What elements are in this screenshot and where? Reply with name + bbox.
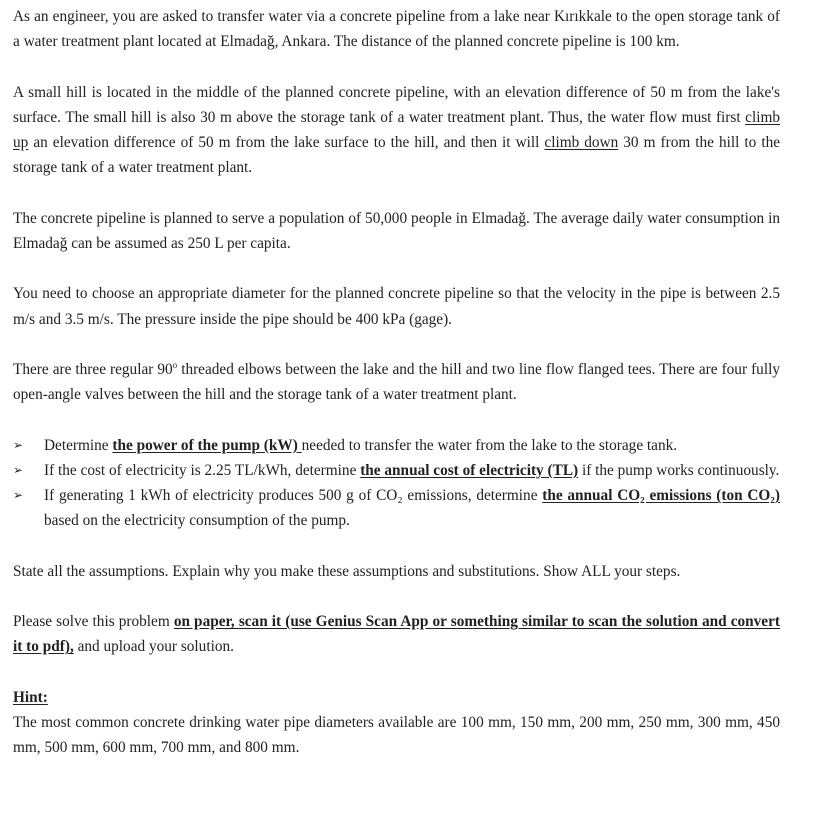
hill-text-a: A small hill is located in the middle of the planned concrete pipeline, with an elevation difference of 50 m from the lake's surface. The small hill is also 30 m above the storage tank of a water treatment plant. Thus, the water flow must first xyxy=(13,83,780,126)
assumptions-paragraph: State all the assumptions. Explain why you make these assumptions and substitutions. Show ALL your steps. xyxy=(13,562,681,580)
task-list xyxy=(13,433,780,534)
task-text: based on the electricity consumption of the pump. xyxy=(44,512,350,530)
hint-paragraph: The most common concrete drinking water pipe diameters available are 100 mm, 150 mm, 200 mm, 250 mm, 300 mm, 450 mm, 500 mm, 600 mm, 700 mm, and 800 mm. xyxy=(13,713,780,757)
submission-text-b: and upload your solution. xyxy=(73,638,234,656)
hint-heading xyxy=(13,685,780,710)
arrow-bullet-icon: ➢ xyxy=(13,462,24,477)
task-item-pump-power xyxy=(13,433,780,458)
task-emphasis: the power of the pump (kW) xyxy=(112,436,302,454)
fittings-text-a: There are three regular 90 xyxy=(13,360,173,378)
fittings-paragraph xyxy=(13,357,780,408)
hill-text-b: an elevation difference of 50 m from the lake surface to the hill, and then it will xyxy=(28,134,545,152)
velocity-paragraph: You need to choose an appropriate diameter for the planned concrete pipeline so that the velocity in the pipe is between 2.5 m/s and 3.5 m/s. The pressure inside the pipe should be 400 kPa (gage). xyxy=(13,285,780,328)
hint-label: Hint: xyxy=(13,688,48,706)
task-text: If generating 1 kWh of electricity produces 500 g of CO₂ emissions, determine xyxy=(44,487,543,505)
fittings-text-b: threaded elbows between the lake and the hill and two line flow flanged tees. There are four fully open-angle valves between the hill and the storage tank of a water treatment plant. xyxy=(13,360,780,404)
arrow-bullet-icon: ➢ xyxy=(13,437,24,452)
task-text: needed to transfer the water from the lake to the storage tank. xyxy=(301,436,678,454)
task-item-co2-emissions xyxy=(13,483,780,534)
degree-superscript: o xyxy=(172,359,178,370)
arrow-bullet-icon: ➢ xyxy=(13,488,24,503)
task-text: if the pump works continuously. xyxy=(578,461,780,479)
submission-paragraph xyxy=(13,609,780,660)
hill-text-c: 30 m from the hill to the storage tank of a water treatment plant. xyxy=(13,134,781,177)
climb-down-text: climb down xyxy=(544,134,619,152)
task-text: If the cost of electricity is 2.25 TL/kWh, determine xyxy=(44,461,361,479)
submission-emphasis: on paper, scan it (use Genius Scan App or something similar to scan the solution and convert it to pdf), xyxy=(13,613,780,656)
population-paragraph: The concrete pipeline is planned to serve a population of 50,000 people in Elmadağ. The average daily water consumption in Elmadağ can be assumed as 250 L per capita. xyxy=(13,209,780,253)
intro-paragraph: As an engineer, you are asked to transfer water via a concrete pipeline from a lake near Kırıkkale to the open storage tank of a water treatment plant located at Elmadağ, Ankara. The distance of the planned concrete pipeline is 100 km. xyxy=(13,8,780,51)
task-emphasis: the annual CO₂ emissions (ton CO₂) xyxy=(542,487,780,505)
climb-up-text: climb up xyxy=(13,108,780,152)
task-emphasis: the annual cost of electricity (TL) xyxy=(360,461,579,479)
task-item-electricity-cost xyxy=(13,458,780,483)
submission-text-a: Please solve this problem xyxy=(13,613,174,631)
hill-paragraph xyxy=(13,80,780,181)
task-text: Determine xyxy=(44,436,113,454)
